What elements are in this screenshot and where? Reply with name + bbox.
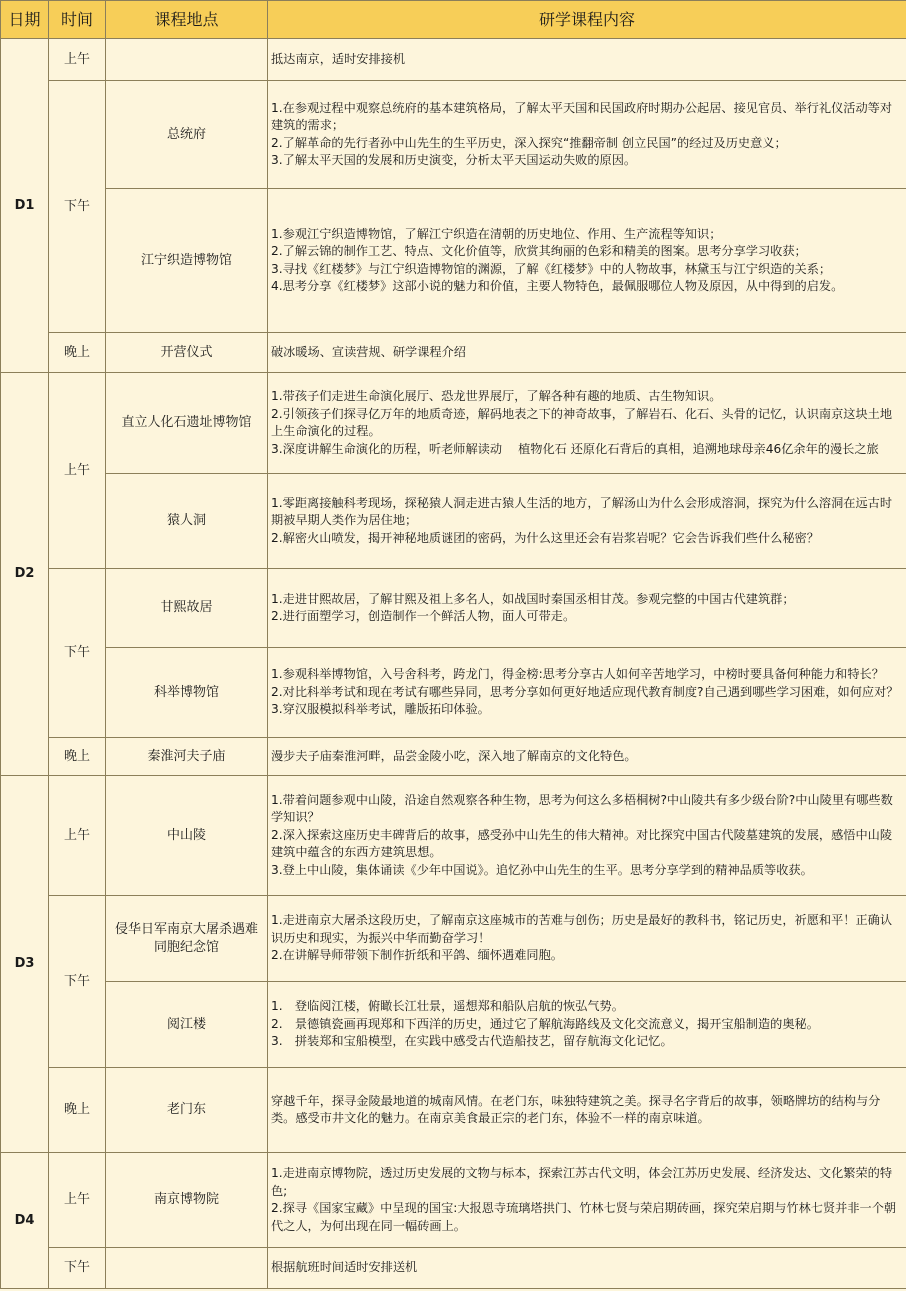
content-cell bbox=[268, 738, 906, 776]
content-cell bbox=[268, 1068, 906, 1153]
content-cell bbox=[268, 982, 906, 1068]
header-content: 研学课程内容 bbox=[268, 1, 906, 39]
content-line: 2.进行面塑学习，创造制作一个鲜活人物，面人可带走。 bbox=[271, 609, 576, 623]
table-row bbox=[1, 333, 906, 373]
time-cell: 上午 bbox=[49, 39, 106, 81]
time-cell: 下午 bbox=[49, 896, 106, 1068]
time-cell: 下午 bbox=[49, 1248, 106, 1289]
table-row bbox=[1, 39, 906, 81]
table-header-row bbox=[1, 1, 906, 39]
content-line: 3.登上中山陵，集体诵读《少年中国说》。追忆孙中山先生的生平。思考分享学到的精神品质等收获。 bbox=[271, 862, 813, 877]
day-label: D1 bbox=[1, 39, 49, 373]
table-row bbox=[1, 896, 906, 982]
table-row bbox=[1, 1068, 906, 1153]
content-line: 3. 拼装郑和宝船模型，在实践中感受古代造船技艺，留存航海文化记忆。 bbox=[271, 1034, 673, 1049]
content-line: 1.带孩子们走进生命演化展厅、恐龙世界展厅，了解各种有趣的地质、古生物知识。 bbox=[271, 389, 722, 403]
content-cell bbox=[268, 373, 906, 474]
table-row bbox=[1, 738, 906, 776]
content-line: 2.解密火山喷发，揭开神秘地质谜团的密码，为什么这里还会有岩浆岩呢？它会告诉我们些什么秘密？ bbox=[271, 530, 819, 545]
content-line: 破冰暖场、宣读营规、研学课程介绍 bbox=[271, 344, 466, 359]
time-cell: 晚上 bbox=[49, 738, 106, 776]
content-cell bbox=[268, 39, 906, 81]
header-time: 时间 bbox=[49, 1, 106, 39]
place-cell: 南京博物院 bbox=[106, 1153, 268, 1248]
content-line: 1.参观江宁织造博物馆，了解江宁织造在清朝的历史地位、作用、生产流程等知识； bbox=[271, 226, 722, 241]
content-cell bbox=[268, 776, 906, 896]
content-line: 漫步夫子庙秦淮河畔，品尝金陵小吃，深入地了解南京的文化特色。 bbox=[271, 748, 637, 763]
content-line: 2.了解革命的先行者孙中山先生的生平历史，深入探究“推翻帝制 创立民国”的经过及历史意义； bbox=[271, 135, 787, 150]
table-row bbox=[1, 474, 906, 569]
day-label: D2 bbox=[1, 373, 49, 776]
place-cell: 秦淮河夫子庙 bbox=[106, 738, 268, 776]
place-cell: 侵华日军南京大屠杀遇难同胞纪念馆 bbox=[106, 896, 268, 982]
table-row bbox=[1, 81, 906, 189]
content-line: 穿越千年，探寻金陵最地道的城南风情。在老门东，味独特建筑之美。探寻名字背后的故事，领略牌坊的结构与分类。感受市井文化的魅力。在南京美食最正宗的老门东，体验不一样的南京味道。 bbox=[271, 1093, 881, 1125]
table-row bbox=[1, 1248, 906, 1289]
content-line: 2.深入探索这座历史丰碑背后的故事，感受孙中山先生的伟大精神。对比探究中国古代陵墓建筑的发展，感悟中山陵建筑中蕴含的东西方建筑思想。 bbox=[271, 827, 893, 860]
content-line: 3.了解太平天国的发展和历史演变，分析太平天国运动失败的原因。 bbox=[271, 153, 637, 167]
content-cell bbox=[268, 189, 906, 333]
place-cell: 开营仪式 bbox=[106, 333, 268, 373]
place-cell: 中山陵 bbox=[106, 776, 268, 896]
place-cell: 甘熙故居 bbox=[106, 569, 268, 648]
table-row bbox=[1, 1153, 906, 1248]
day-label: D4 bbox=[1, 1153, 49, 1289]
table-row bbox=[1, 776, 906, 896]
content-cell bbox=[268, 896, 906, 982]
content-line: 4.思考分享《红楼梦》这部小说的魅力和价值，主要人物特色，最佩服哪位人物及原因，从中得到的启发。 bbox=[271, 279, 844, 293]
time-cell: 上午 bbox=[49, 776, 106, 896]
time-cell: 下午 bbox=[49, 81, 106, 333]
content-cell bbox=[268, 648, 906, 738]
time-cell: 上午 bbox=[49, 1153, 106, 1248]
day-label: D3 bbox=[1, 776, 49, 1153]
content-cell bbox=[268, 474, 906, 569]
content-cell bbox=[268, 569, 906, 648]
table-row bbox=[1, 648, 906, 738]
table-row bbox=[1, 982, 906, 1068]
content-line: 2. 景德镇瓷画再现郑和下西洋的历史，通过它了解航海路线及文化交流意义，揭开宝船制造的奥秘。 bbox=[271, 1016, 819, 1031]
place-cell: 老门东 bbox=[106, 1068, 268, 1153]
content-line: 1.走进南京博物院，透过历史发展的文物与标本，探索江苏古代文明，体会江苏历史发展、经济发达、文化繁荣的特色; bbox=[271, 1166, 893, 1198]
content-line: 3.深度讲解生命演化的历程，听老师解读动 植物化石 还原化石背后的真相，追溯地球母亲46亿余年的漫长之旅 bbox=[271, 441, 879, 456]
content-line: 3.寻找《红楼梦》与江宁织造博物馆的渊源，了解《红楼梦》中的人物故事，林黛玉与江宁织造的关系； bbox=[271, 261, 832, 276]
place-cell: 江宁织造博物馆 bbox=[106, 189, 268, 333]
content-line: 1.参观科举博物馆，入号舍科考，跨龙门，得金榜:思考分享古人如何辛苦地学习，中榜时要具备何种能力和特长？ bbox=[271, 667, 884, 682]
place-cell: 阅江楼 bbox=[106, 982, 268, 1068]
content-cell bbox=[268, 81, 906, 189]
content-line: 2.在讲解导师带领下制作折纸和平鸽、缅怀遇难同胞。 bbox=[271, 948, 563, 963]
content-line: 1.带着问题参观中山陵，沿途自然观察各种生物，思考为何这么多梧桐树?中山陵共有多少级台阶?中山陵里有哪些数学知识？ bbox=[271, 792, 893, 825]
content-cell bbox=[268, 1248, 906, 1289]
place-cell bbox=[106, 39, 268, 81]
time-cell: 晚上 bbox=[49, 333, 106, 373]
content-line: 2.了解云锦的制作工艺、特点、文化价值等，欣赏其绚丽的色彩和精美的图案。思考分享学习收获； bbox=[271, 244, 807, 258]
content-line: 2.探寻《国家宝藏》中呈现的国宝:大报恩寺琉璃塔拱门、竹林七贤与荣启期砖画，探究荣启期与竹林七贤并非一个朝代之人，为何出现在同一幅砖画上。 bbox=[271, 1201, 897, 1233]
table-row bbox=[1, 569, 906, 648]
place-cell: 科举博物馆 bbox=[106, 648, 268, 738]
content-line: 根据航班时间适时安排送机 bbox=[271, 1260, 418, 1275]
content-line: 1.在参观过程中观察总统府的基本建筑格局，了解太平天国和民国政府时期办公起居、接见官员、举行礼仪活动等对建筑的需求； bbox=[271, 100, 893, 132]
time-cell: 下午 bbox=[49, 569, 106, 738]
content-cell bbox=[268, 333, 906, 373]
time-cell: 上午 bbox=[49, 373, 106, 569]
content-line: 1.零距离接触科考现场，探秘猿人洞走进古猿人生活的地方，了解汤山为什么会形成溶洞，探究为什么溶洞在远古时期被早期人类作为居住地； bbox=[271, 495, 893, 528]
content-line: 1.走进南京大屠杀这段历史，了解南京这座城市的苦难与创伤；历史是最好的教科书，铭记历史，祈愿和平！正确认识历史和现实，为振兴中华而勤奋学习！ bbox=[271, 913, 893, 945]
place-cell bbox=[106, 1248, 268, 1289]
content-line: 2.引领孩子们探寻亿万年的地质奇迹，解码地表之下的神奇故事，了解岩石、化石、头骨的记忆，认识南京这块土地上生命演化的过程。 bbox=[271, 406, 893, 438]
table-row bbox=[1, 189, 906, 333]
time-cell: 晚上 bbox=[49, 1068, 106, 1153]
content-line: 3.穿汉服模拟科举考试，雕版拓印体验。 bbox=[271, 702, 490, 717]
header-date: 日期 bbox=[1, 1, 49, 39]
place-cell: 猿人洞 bbox=[106, 474, 268, 569]
content-line: 1.走进甘熙故居，了解甘熙及祖上多名人，如战国时秦国丞相甘茂。参观完整的中国古代建筑群； bbox=[271, 591, 795, 606]
place-cell: 总统府 bbox=[106, 81, 268, 189]
table-row bbox=[1, 373, 906, 474]
header-place: 课程地点 bbox=[106, 1, 268, 39]
content-line: 抵达南京，适时安排接机 bbox=[271, 51, 406, 66]
place-cell: 直立人化石遗址博物馆 bbox=[106, 373, 268, 474]
content-line: 2.对比科举考试和现在考试有哪些异同，思考分享如何更好地适应现代教育制度?自己遇到哪些学习困难，如何应对？ bbox=[271, 684, 899, 699]
content-cell bbox=[268, 1153, 906, 1248]
content-line: 1. 登临阅江楼，俯瞰长江壮景，遥想郑和船队启航的恢弘气势。 bbox=[271, 999, 624, 1014]
